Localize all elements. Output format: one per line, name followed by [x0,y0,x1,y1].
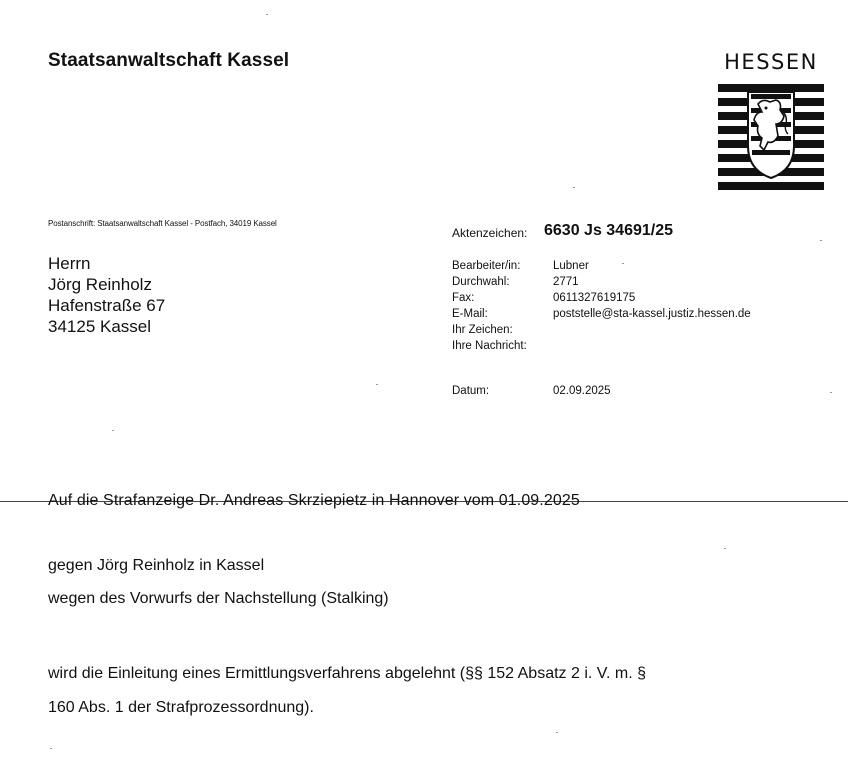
hessen-coat-of-arms-icon [718,84,824,190]
date-value: 02.09.2025 [553,385,611,397]
recipient-street: Hafenstraße 67 [48,296,166,315]
scan-speck [622,263,624,264]
scan-speck [573,187,575,188]
recipient-salutation: Herrn [48,254,91,273]
scan-speck [556,732,558,733]
date-label: Datum: [452,385,490,397]
email-value[interactable]: poststelle@sta-kassel.justiz.hessen.de [553,308,751,320]
info-value: 0611327619175 [553,292,636,304]
recipient-address [48,253,165,337]
scan-speck [820,240,822,241]
body-decision-line-2: 160 Abs. 1 der Strafprozessordnung). [48,699,314,716]
scan-speck [50,748,52,749]
info-value: Lubner [553,260,589,272]
info-label: E-Mail: [452,308,488,320]
scan-speck [112,430,114,431]
logo-wordmark: HESSEN [724,50,818,74]
info-label: Ihr Zeichen: [452,324,513,336]
aktenzeichen-label: Aktenzeichen: [452,226,528,240]
reference-line: Auf die Strafanzeige Dr. Andreas Skrziepietz in Hannover vom 01.09.2025 [48,492,580,509]
recipient-city: 34125 Kassel [48,317,152,336]
date-row [452,385,611,397]
body-against: gegen Jörg Reinholz in Kassel [48,557,265,574]
scan-speck [830,392,832,393]
organization-title: Staatsanwaltschaft Kassel [48,50,290,71]
info-label: Durchwahl: [452,276,510,288]
info-value: 2771 [553,276,579,288]
scan-speck [724,548,726,549]
info-label: Bearbeiter/in: [452,260,521,272]
body-decision-line-1: wird die Einleitung eines Ermittlungsverfahrens abgelehnt (§§ 152 Absatz 2 i. V. m. § [48,665,646,682]
hessen-logo [718,50,824,195]
scan-speck [266,14,268,15]
postal-address-line: Postanschrift: Staatsanwaltschaft Kassel - Postfach, 34019 Kassel [48,219,277,228]
aktenzeichen-value: 6630 Js 34691/25 [544,222,674,239]
body-charge: wegen des Vorwurfs der Nachstellung (Stalking) [48,590,389,607]
scan-speck [376,384,378,385]
info-label: Fax: [452,292,475,304]
recipient-name: Jörg Reinholz [48,275,152,294]
info-label: Ihre Nachricht: [452,340,527,352]
